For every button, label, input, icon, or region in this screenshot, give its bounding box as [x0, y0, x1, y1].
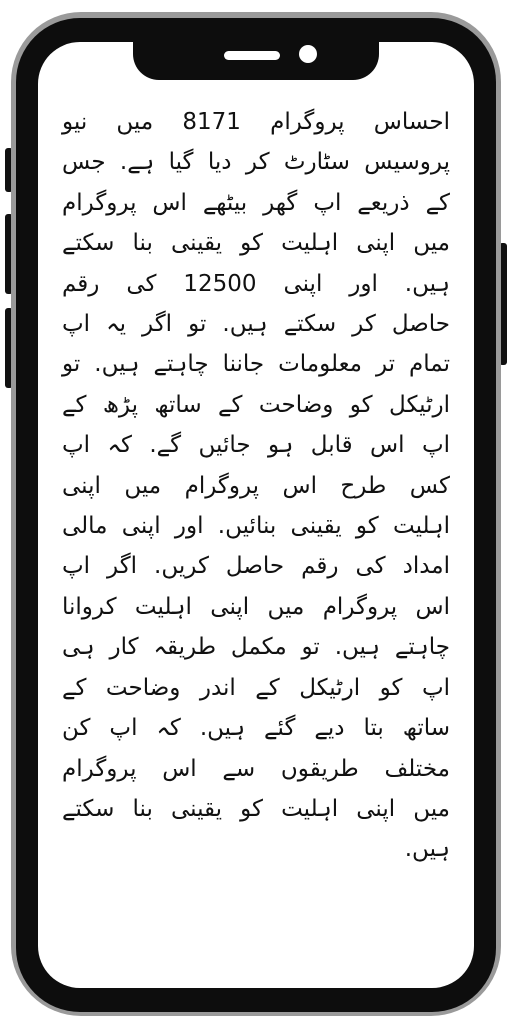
article-text: احساس پروگرام 8171 میں نیو پروسیس سٹارٹ کر دیا گیا ہے. جس کے ذریعے اپ گھر بیٹھے اس پروگرام میں اپنی اہلیت کو یقینی بنا سکتے ہیں. اور اپنی 12500 کی رقم حاصل کر سکتے ہیں. تو اگر یہ اپ تمام تر معلومات جاننا چاہتے ہیں. تو ارٹیکل کو وضاحت کے ساتھ پڑھ کے اپ اس قابل ہو جائیں گے. کہ اپ کس طرح اس پروگرام میں اپنی اہلیت کو یقینی بنائیں. اور اپنی مالی امداد کی رقم حاصل کریں. اگر اپ اس پروگرام میں اپنی اہلیت کروانا چاہتے ہیں. تو مکمل طریقہ کار ہی اپ کو ارٹیکل کے اندر وضاحت کے ساتھ بتا دیے گئے ہیں. کہ اپ کن مختلف طریقوں سے اس پروگرام میں اپنی اہلیت کو یقینی بنا سکتے ہیں. [62, 109, 450, 863]
camera-icon [299, 45, 317, 63]
speaker-icon [224, 51, 280, 60]
